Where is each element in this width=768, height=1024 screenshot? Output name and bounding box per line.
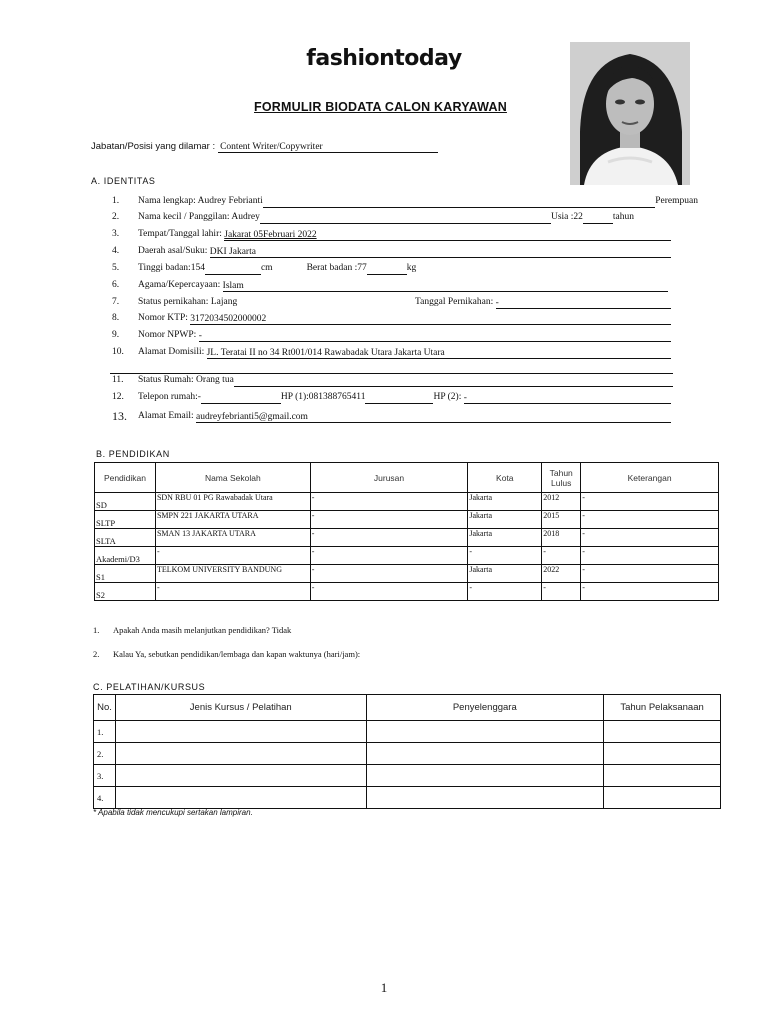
education-cell-major[interactable]: - xyxy=(310,529,468,547)
course-number: 4. xyxy=(94,787,116,809)
question-text: Apakah Anda masih melanjutkan pendidikan? Tidak xyxy=(113,625,292,635)
education-cell-school[interactable]: SMPN 221 JAKARTA UTARA xyxy=(155,511,310,529)
education-cell-city[interactable]: - xyxy=(468,547,542,565)
column-header: No. xyxy=(94,695,116,721)
identity-row-ktp xyxy=(112,312,671,325)
identity-row-marital xyxy=(112,296,671,309)
education-cell-year[interactable]: 2018 xyxy=(542,529,581,547)
position-value[interactable]: Content Writer/Copywriter xyxy=(218,142,438,153)
education-cell-major[interactable]: - xyxy=(310,493,468,511)
birth-value[interactable]: Jakarat 05Februari 2022 xyxy=(224,229,671,241)
courses-table xyxy=(93,694,721,809)
education-cell-major[interactable]: - xyxy=(310,547,468,565)
course-type-cell[interactable] xyxy=(115,743,366,765)
identity-row-name xyxy=(112,195,698,208)
education-cell-level: S1 xyxy=(95,565,156,583)
identity-row-housing xyxy=(112,374,671,387)
education-cell-level: SLTP xyxy=(95,511,156,529)
question-number: 2. xyxy=(93,649,100,659)
row-number: 10. xyxy=(112,347,124,357)
identity-row-birth xyxy=(112,228,671,241)
page-number: 1 xyxy=(380,980,388,995)
course-type-cell[interactable] xyxy=(115,721,366,743)
applicant-photo xyxy=(570,42,690,185)
age-unit: tahun xyxy=(612,212,634,222)
birth-label: Tempat/Tanggal lahir: xyxy=(138,229,222,239)
row-number: 9. xyxy=(112,330,120,340)
home-phone-label: Telepon rumah:- xyxy=(138,392,201,402)
education-cell-note[interactable]: - xyxy=(581,547,719,565)
row-number: 11. xyxy=(112,375,124,385)
question-number: 1. xyxy=(93,625,100,635)
column-header: Jurusan xyxy=(310,463,468,493)
row-number: 3. xyxy=(112,229,120,239)
organizer-cell[interactable] xyxy=(366,765,604,787)
education-cell-year[interactable]: 2012 xyxy=(542,493,581,511)
identity-row-body xyxy=(112,262,671,275)
column-header: Pendidikan xyxy=(95,463,156,493)
education-cell-city[interactable]: Jakarta xyxy=(468,511,542,529)
address-line-2[interactable] xyxy=(110,362,673,374)
hp1-label: HP (1):081388765411 xyxy=(280,392,366,402)
education-cell-city[interactable]: Jakarta xyxy=(468,565,542,583)
ktp-label: Nomor KTP: xyxy=(138,313,188,323)
row-number: 12. xyxy=(112,392,124,402)
education-cell-level: S2 xyxy=(95,583,156,601)
row-number: 2. xyxy=(112,212,120,222)
education-cell-school[interactable]: - xyxy=(155,547,310,565)
organizer-cell[interactable] xyxy=(366,743,604,765)
education-row xyxy=(95,493,719,511)
column-header: Jenis Kursus / Pelatihan xyxy=(115,695,366,721)
education-cell-note[interactable]: - xyxy=(581,565,719,583)
education-cell-note[interactable]: - xyxy=(581,529,719,547)
hp1-line[interactable] xyxy=(365,392,433,404)
education-cell-year[interactable]: - xyxy=(542,547,581,565)
brand-logo: fashiontoday xyxy=(306,46,462,71)
education-row xyxy=(95,565,719,583)
origin-label: Daerah asal/Suku: xyxy=(138,246,208,256)
housing-label: Status Rumah: Orang tua xyxy=(138,375,234,385)
education-cell-school[interactable]: TELKOM UNIVERSITY BANDUNG xyxy=(155,565,310,583)
course-row xyxy=(94,743,721,765)
housing-line[interactable] xyxy=(234,375,673,387)
ktp-value[interactable]: 3172034502000002 xyxy=(190,313,671,325)
courses-header-row xyxy=(94,695,721,721)
question-text: Kalau Ya, sebutkan pendidikan/lembaga dan kapan waktunya (hari/jam): xyxy=(113,649,361,659)
origin-value[interactable]: DKI Jakarta xyxy=(210,246,671,258)
npwp-value[interactable]: - xyxy=(199,330,671,342)
address-value[interactable]: JL. Teratai II no 34 Rt001/014 Rawabadak Utara Jakarta Utara xyxy=(207,347,671,359)
education-cell-level: Akademi/D3 xyxy=(95,547,156,565)
identity-row-npwp xyxy=(112,329,671,342)
year-cell[interactable] xyxy=(604,787,721,809)
education-cell-year[interactable]: 2022 xyxy=(542,565,581,583)
age-label: Usia :22 xyxy=(550,212,583,222)
year-cell[interactable] xyxy=(604,743,721,765)
full-name-line[interactable] xyxy=(263,196,655,208)
religion-label: Agama/Kepercayaan: xyxy=(138,280,221,290)
footnote: * Apabila tidak mencukupi sertakan lampiran. xyxy=(93,808,253,817)
course-number: 3. xyxy=(94,765,116,787)
education-row xyxy=(95,529,719,547)
education-cell-school[interactable]: SDN RBU 01 PG Rawabadak Utara xyxy=(155,493,310,511)
education-header-row xyxy=(95,463,719,493)
weight-label: Berat badan :77 xyxy=(306,263,367,273)
education-cell-level: SLTA xyxy=(95,529,156,547)
organizer-cell[interactable] xyxy=(366,721,604,743)
education-cell-city[interactable]: Jakarta xyxy=(468,493,542,511)
education-row xyxy=(95,547,719,565)
height-unit: cm xyxy=(260,263,273,273)
npwp-label: Nomor NPWP: xyxy=(138,330,197,340)
height-line[interactable] xyxy=(205,263,261,275)
column-header: Kota xyxy=(468,463,542,493)
weight-unit: kg xyxy=(406,263,417,273)
full-name-label: Nama lengkap: Audrey Febrianti xyxy=(138,196,263,206)
row-number: 13. xyxy=(112,409,127,423)
identity-row-email xyxy=(112,410,671,423)
year-cell[interactable] xyxy=(604,721,721,743)
identity-row-phone xyxy=(112,391,671,404)
column-header: Tahun Pelaksanaan xyxy=(604,695,721,721)
identity-row-nickname xyxy=(112,211,671,224)
weight-line[interactable] xyxy=(367,263,407,275)
education-row xyxy=(95,511,719,529)
education-cell-level: SD xyxy=(95,493,156,511)
education-heading: B. PENDIDIKAN xyxy=(96,449,170,459)
courses-heading: C. PELATIHAN/KURSUS xyxy=(93,682,206,692)
row-number: 6. xyxy=(112,280,120,290)
education-cell-note[interactable]: - xyxy=(581,493,719,511)
row-number: 4. xyxy=(112,246,120,256)
email-value[interactable]: audreyfebrianti5@gmail.com xyxy=(196,411,671,423)
education-cell-school[interactable]: - xyxy=(155,583,310,601)
marriage-date-value[interactable]: - xyxy=(496,297,671,309)
home-phone-line[interactable] xyxy=(201,392,281,404)
identity-row-origin xyxy=(112,245,671,258)
course-row xyxy=(94,787,721,809)
identity-heading: A. IDENTITAS xyxy=(91,176,156,186)
education-cell-note[interactable]: - xyxy=(581,511,719,529)
form-title: FORMULIR BIODATA CALON KARYAWAN xyxy=(254,100,507,114)
course-row xyxy=(94,765,721,787)
column-header: Penyelenggara xyxy=(366,695,604,721)
gender-value: Perempuan xyxy=(655,196,698,206)
column-header: Nama Sekolah xyxy=(155,463,310,493)
address-label: Alamat Domisili: xyxy=(138,347,205,357)
email-label: Alamat Email: xyxy=(138,411,194,421)
row-number: 7. xyxy=(112,297,120,307)
hp2-label: HP (2): xyxy=(433,392,462,402)
education-row xyxy=(95,583,719,601)
identity-row-religion xyxy=(112,279,668,292)
question-continuing xyxy=(93,625,291,635)
hp2-value[interactable]: - xyxy=(464,392,671,404)
marital-label: Status pernikahan: Lajang xyxy=(138,297,238,307)
row-number: 1. xyxy=(112,196,120,206)
organizer-cell[interactable] xyxy=(366,787,604,809)
identity-row-address xyxy=(112,346,671,359)
education-cell-major[interactable]: - xyxy=(310,583,468,601)
question-schedule xyxy=(93,649,360,659)
course-type-cell[interactable] xyxy=(115,787,366,809)
height-label: Tinggi badan:154 xyxy=(138,263,205,273)
education-cell-year[interactable]: 2015 xyxy=(542,511,581,529)
row-number: 8. xyxy=(112,313,120,323)
education-cell-city[interactable]: - xyxy=(468,583,542,601)
marriage-date-label: Tanggal Pernikahan: xyxy=(415,297,494,307)
course-number: 2. xyxy=(94,743,116,765)
course-row xyxy=(94,721,721,743)
education-cell-major[interactable]: - xyxy=(310,565,468,583)
row-number: 5. xyxy=(112,263,120,273)
education-cell-major[interactable]: - xyxy=(310,511,468,529)
education-cell-school[interactable]: SMAN 13 JAKARTA UTARA xyxy=(155,529,310,547)
education-cell-city[interactable]: Jakarta xyxy=(468,529,542,547)
education-table xyxy=(94,462,719,601)
age-line[interactable] xyxy=(583,212,613,224)
religion-value[interactable]: Islam xyxy=(223,280,668,292)
nickname-label: Nama kecil / Panggilan: Audrey xyxy=(138,212,260,222)
nickname-line[interactable] xyxy=(260,212,551,224)
column-header: Tahun Lulus xyxy=(542,463,581,493)
education-cell-note[interactable]: - xyxy=(581,583,719,601)
year-cell[interactable] xyxy=(604,765,721,787)
column-header: Keterangan xyxy=(581,463,719,493)
portrait-image xyxy=(570,42,690,185)
education-cell-year[interactable]: - xyxy=(542,583,581,601)
position-field xyxy=(91,141,438,153)
position-label: Jabatan/Posisi yang dilamar : xyxy=(91,141,216,152)
course-number: 1. xyxy=(94,721,116,743)
course-type-cell[interactable] xyxy=(115,765,366,787)
